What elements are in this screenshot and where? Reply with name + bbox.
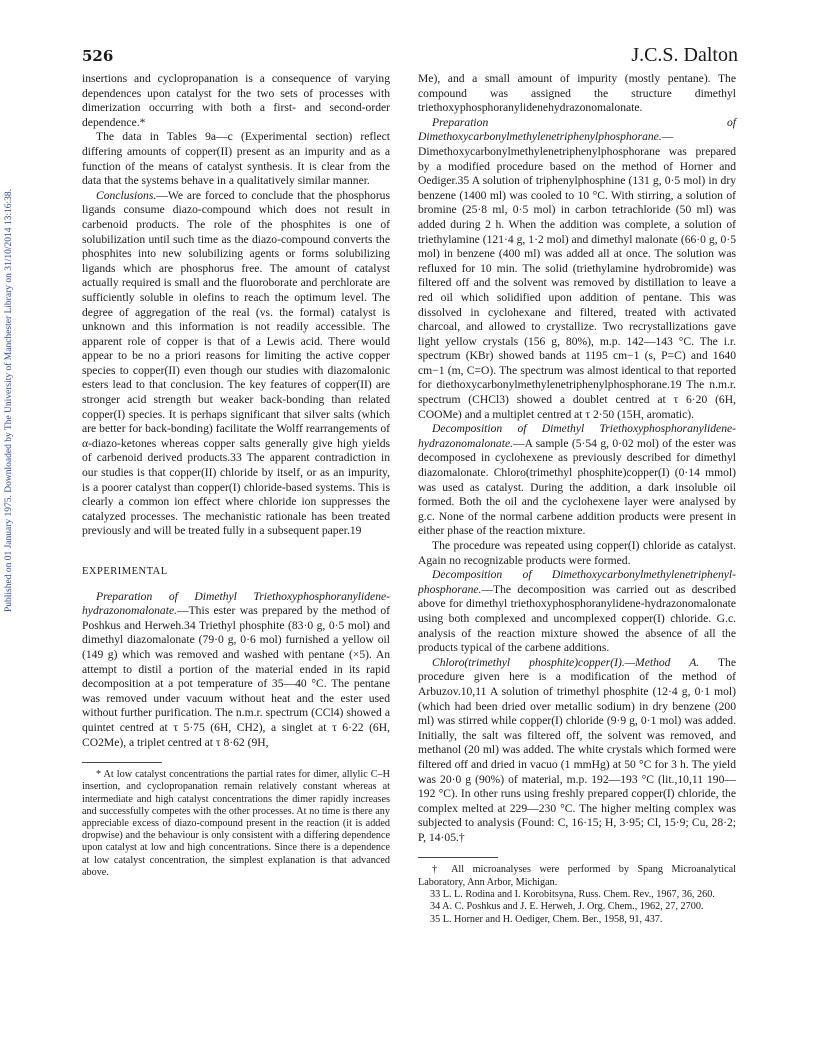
right-column: [418, 72, 736, 926]
reference-34: 34 A. C. Poshkus and J. E. Herweh, J. Org. Chem., 1962, 27, 2700.: [430, 901, 704, 913]
paragraph: [418, 568, 736, 656]
reference-35: 35 L. Horner and H. Oediger, Chem. Ber., 1958, 91, 437.: [430, 913, 663, 925]
paragraph-text: The procedure given here is a modification of the method of Arbuzov.10,11 A solution of trimethyl phosphite (12·4 g, 0·1 mol) (which had been dried over metallic sodium) in dry benzene (200 ml) was stirred while copper(I) chloride (9·9 g, 0·1 mol) was added. Initially, the salt was filtered off, the solvent was removed, and methanol (20 ml) was added. The white crystals which formed were filtered off and dried in vacuo (1 mmHg) at 50 °C for 3 h. The yield was 20·0 g (90%) of material, m.p. 192—193 °C (lit.,10,11 190—192 °C). In other runs using freshly prepared copper(I) chloride, the complex melted at 229—230 °C. The higher melting complex was subjected to analysis (Found: C, 16·15; H, 3·95; Cl, 15·9; Cu, 28·2; P, 14·05.†: [418, 655, 736, 844]
paragraph-text: —The decomposition was carried out as described above for dimethyl triethoxyphosphoranylidene-hydrazonomalonate using both complexed and uncomplexed copper(I) chloride. G.c. analysis of the reaction mixture showed the absence of all the products typical of the carbene additions.: [418, 582, 736, 655]
footnote: * At low catalyst concentrations the partial rates for dimer, allylic C–H insertion, and cyclopropanation remain relatively constant whereas at intermediate and high catalyst concentrations the dimer rapidly increases and successfully competes with the other processes. At no time is there any appreciable excess of diazo-compound present in the reaction (it is added dropwise) and the behaviour is only consistent with a differing dependence upon catalyst at low and high concentrations. Since there is a dependence at low catalyst concentration, the simplest explanation is that advanced above.: [82, 769, 390, 878]
run-in-heading: Preparation of Dimethoxycarbonylmethylenetriphenylphosphorane.: [418, 115, 736, 144]
paragraph: Me), and a small amount of impurity (mostly pentane). The compound was assigned the structure dimethyl triethoxyphosphoranylidenehydrazonomalonate.: [418, 72, 736, 115]
footnote-divider: [82, 762, 162, 763]
run-in-heading: Preparation of Dimethyl Triethoxyphosphoranylidene-hydrazonomalonate.: [82, 589, 390, 618]
paragraph: [82, 189, 390, 539]
run-in-heading: Chloro(trimethyl phosphite)copper(I).—Method A.: [432, 655, 700, 669]
section-heading: EXPERIMENTAL: [82, 566, 168, 577]
footnote-divider: [418, 857, 498, 858]
reference-33: 33 L. L. Rodina and I. Korobitsyna, Russ. Chem. Rev., 1967, 36, 260.: [430, 888, 715, 900]
paragraph: The procedure was repeated using copper(I) chloride as catalyst. Again no recognizable products were formed.: [418, 539, 736, 567]
footnote: † All microanalyses were performed by Spang Microanalytical Laboratory, Ann Arbor, Michigan.: [418, 864, 736, 888]
paragraph-text: —A sample (5·54 g, 0·02 mol) of the ester was decomposed in cyclohexene as previously described for dimethyl diazomalonate. Chloro(trimethyl phosphite)copper(I) (0·14 mmol) was used as catalyst. During the addition, a dark insoluble oil formed. Both the oil and the cyclohexene layer were analysed by g.c. None of the normal carbene addition products were present in either phase of the reaction mixture.: [418, 436, 736, 538]
paragraph: insertions and cyclopropanation is a consequence of varying dependences upon catalyst for the two sets of processes with dimerization occurring with both a first- and second-order dependence.*: [82, 72, 390, 129]
paragraph-text: —We are forced to conclude that the phosphorus ligands consume diazo-compound which does not result in carbenoid products. The role of the phosphites is one of solubilization until such time as the diazo-compound converts the phosphites into new solubilizing agents or forms solubilizing ligands which are phosphorus free. The amount of catalyst actually required is small and the fluoroborate and perchlorate are sufficiently soluble in olefins to reach the optimum level. The degree of aggregation of the real (vs. the formal) catalyst is unknown and this information is not readily accessible. The apparent role of copper is that of a Lewis acid. There would appear to be no a priori reasons for limiting the active copper species to copper(II) even though our studies with diazomalonic esters lead to that conclusion. The key features of copper(II) are stronger acid strength but weaker back-bonding than related copper(I) species. It is perhaps significant that silver salts (which are better for back-bonding) facilitate the Wolff rearrangements of α-diazo-ketones whereas copper salts generally give high yields of carbenoid derived products.33 The apparent contradiction in our studies is that copper(II) chloride by itself, or as an impurity, is a poorer catalyst than copper(I) chloride-based systems. This is clearly a common ion effect where chloride ion suppresses the catalyzed processes. The mechanistic rationale has been treated previously and will be treated fully in a subsequent paper.19: [82, 188, 390, 538]
left-column: [82, 72, 390, 879]
journal-title: J.C.S. Dalton: [631, 44, 738, 66]
download-watermark[interactable]: Published on 01 January 1975. Downloaded by The University of Manchester Library on 31/10/2014 13:16:38.: [4, 188, 14, 612]
run-in-heading: Conclusions.: [96, 188, 157, 202]
paragraph: The data in Tables 9a—c (Experimental section) reflect differing amounts of copper(II) present as an impurity and as a function of the means of catalyst synthesis. It is clear from the data that the systems behave in a qualitatively similar manner.: [82, 130, 390, 188]
page-number: 526: [82, 47, 114, 65]
paragraph-text: — Dimethoxycarbonylmethylenetriphenylphosphorane was prepared by a modified procedure based on the method of Horner and Oediger.35 A solution of triphenylphosphine (131 g, 0·5 mol) in dry benzene (1400 ml) was cooled to 10 °C. With stirring, a solution of bromine (25·8 ml, 0·5 mol) in carbon tetrachloride (50 ml) was added during 2 h. When the addition was complete, a solution of triethylamine (121·4 g, 1·2 mol) and dimethyl malonate (66·0 g, 0·5 mol) in benzene (400 ml) was added all at once. The solution was refluxed for 10 min. The solid (triethylamine hydrobromide) was filtered off and the solvent was removed by distillation to leave a red oil which solidified upon addition of pentane. This was dissolved in cyclohexane and filtered, treated with activated charcoal, and allowed to crystallize. Two recrystallizations gave light yellow crystals (156 g, 80%), m.p. 142—143 °C. The i.r. spectrum (KBr) showed bands at 1195 cm−1 (s, P=C) and 1640 cm−1 (m, C=O). The spectrum was almost identical to that reported for diethoxycarbonylmethylenetriphenylphosphorane.19 The n.m.r. spectrum (CHCl3) showed a doublet centred at τ 6·20 (6H, COOMe) and a multiplet centred at τ 2·50 (15H, aromatic).: [418, 130, 736, 421]
run-in-heading: Decomposition of Dimethoxycarbonylmethylenetriphenyl-phosphorane.: [418, 568, 736, 596]
paragraph: [418, 116, 736, 422]
paragraph-text: —This ester was prepared by the method of Poshkus and Herweh.34 Triethyl phosphite (83·0 g, 0·5 mol) and dimethyl diazomalonate (79·0 g, 0·6 mol) furnished a yellow oil (149 g) which was removed and washed with pentane (×5). An attempt to distil a portion of the material ended in its rapid decomposition at a pot temperature of 35—40 °C. The pentane was removed under vacuum without heat and the ester used without further purification. The n.m.r. spectrum (CCl4) showed a quintet centred at τ 5·75 (6H, CH2), a singlet at τ 6·22 (6H, CO2Me), a triplet centred at τ 8·62 (9H,: [82, 604, 390, 749]
paragraph: [418, 656, 736, 846]
paragraph: [418, 422, 736, 539]
run-in-heading: Decomposition of Dimethyl Triethoxyphosphoranylidene-hydrazonomalonate.: [418, 422, 736, 450]
paragraph: [82, 590, 390, 751]
